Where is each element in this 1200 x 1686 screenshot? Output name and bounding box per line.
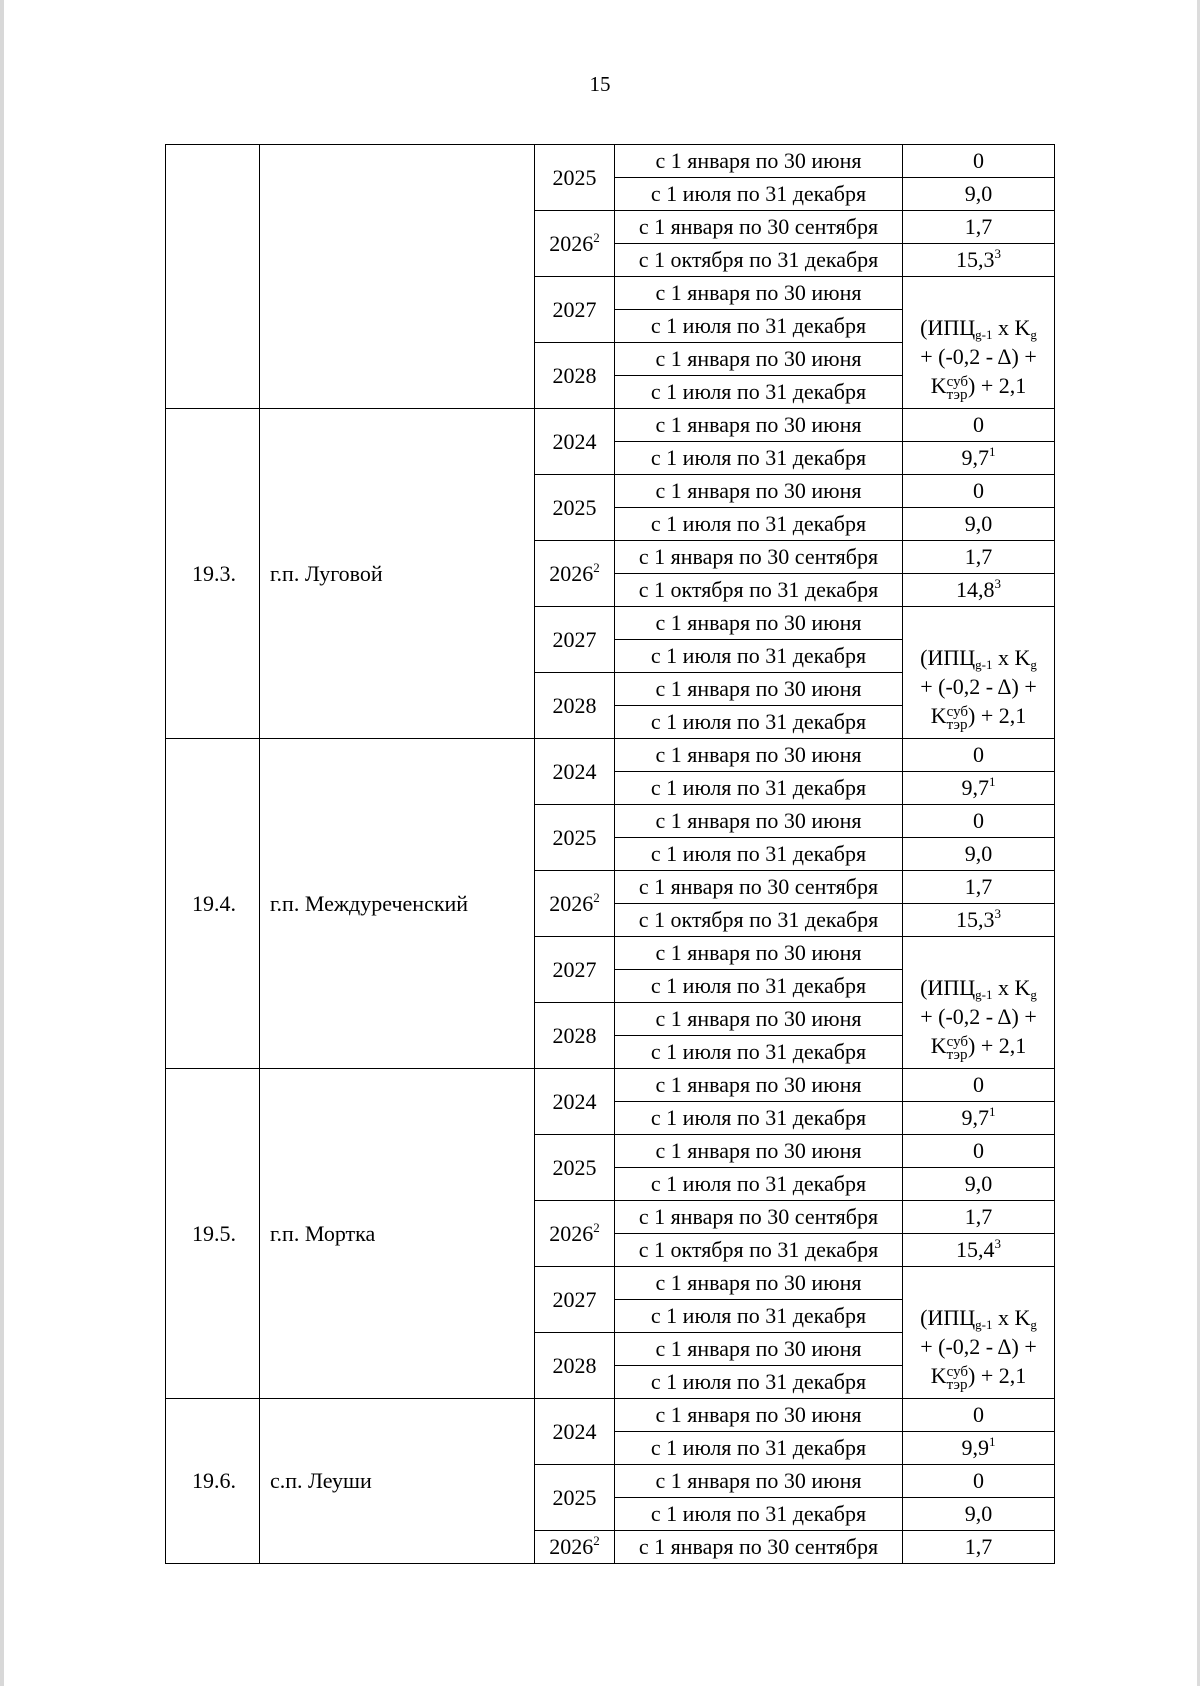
formula-subscript: тэр <box>946 717 968 733</box>
year-cell <box>535 607 615 673</box>
table-row <box>166 1399 1055 1432</box>
period-cell: с 1 января по 30 июня <box>615 1003 903 1036</box>
value-cell <box>903 1531 1055 1564</box>
year-value: 2025 <box>552 164 597 190</box>
value-cell <box>903 772 1055 805</box>
value-cell <box>903 1399 1055 1432</box>
value-cell <box>903 1465 1055 1498</box>
value-text: 15,3 <box>956 247 995 272</box>
formula-line <box>903 701 1054 732</box>
period-cell: с 1 января по 30 июня <box>615 1069 903 1102</box>
year-cell <box>535 1135 615 1201</box>
year-value: 2027 <box>552 626 597 652</box>
period-cell: с 1 января по 30 июня <box>615 937 903 970</box>
year-cell <box>535 145 615 211</box>
value-cell <box>903 805 1055 838</box>
year-cell <box>535 871 615 937</box>
value-text: 9,0 <box>964 841 993 866</box>
formula-text: x K <box>992 1305 1031 1330</box>
period-cell: с 1 января по 30 июня <box>615 1135 903 1168</box>
value-text: 1,7 <box>964 1534 993 1559</box>
period-cell: с 1 октября по 31 декабря <box>615 904 903 937</box>
superscript: 2 <box>593 559 600 575</box>
formula-subscript: g <box>1030 327 1037 342</box>
item-number: 19.3. <box>166 409 260 739</box>
formula-text: (ИПЦ <box>920 315 976 340</box>
year-cell <box>535 805 615 871</box>
period-cell: с 1 января по 30 июня <box>615 343 903 376</box>
formula-supsub <box>947 376 968 402</box>
formula-line <box>903 643 1054 672</box>
formula-line: + (-0,2 - Δ) + <box>920 1004 1037 1029</box>
superscript: 3 <box>994 906 1001 921</box>
period-cell: с 1 июля по 31 декабря <box>615 376 903 409</box>
superscript: 1 <box>989 1104 996 1119</box>
year-cell <box>535 1465 615 1531</box>
settlement-name <box>260 145 535 409</box>
value-text: 9,7 <box>961 1105 989 1130</box>
year-value: 2024 <box>552 428 597 454</box>
year-cell <box>535 409 615 475</box>
period-cell: с 1 января по 30 июня <box>615 1399 903 1432</box>
year-value: 2024 <box>552 758 597 784</box>
year-value: 2027 <box>552 296 597 322</box>
page-number: 15 <box>589 72 611 96</box>
formula-text: K <box>930 1033 947 1058</box>
value-text: 9,0 <box>964 1171 993 1196</box>
period-cell: с 1 июля по 31 декабря <box>615 772 903 805</box>
formula-line <box>903 973 1054 1002</box>
period-cell: с 1 января по 30 сентября <box>615 211 903 244</box>
value-cell <box>903 739 1055 772</box>
value-cell <box>903 1168 1055 1201</box>
superscript: 2 <box>593 229 600 245</box>
formula-text: x K <box>992 645 1031 670</box>
settlement-name: с.п. Леуши <box>260 1399 535 1564</box>
formula-subscript: g <box>1030 987 1037 1002</box>
year-cell <box>535 475 615 541</box>
superscript: 1 <box>989 774 996 789</box>
value-text: 0 <box>973 1468 984 1493</box>
value-text: 9,0 <box>964 1501 993 1526</box>
formula-subscript: g <box>1030 1317 1037 1332</box>
year-cell <box>535 1003 615 1069</box>
period-cell: с 1 июля по 31 декабря <box>615 838 903 871</box>
year-value: 2028 <box>552 1022 597 1048</box>
formula-superscript: суб <box>946 704 969 720</box>
year-value: 2028 <box>552 362 597 388</box>
year-cell <box>535 1201 615 1267</box>
value-cell <box>903 904 1055 937</box>
formula-line <box>903 1361 1054 1392</box>
value-text: 1,7 <box>964 874 993 899</box>
value-text: 1,7 <box>964 214 993 239</box>
formula-line <box>903 1031 1054 1062</box>
year-value: 2027 <box>552 1286 597 1312</box>
value-text: 0 <box>973 148 984 173</box>
year-cell <box>535 673 615 739</box>
formula-superscript: суб <box>946 1364 969 1380</box>
formula-subscript: тэр <box>946 387 968 403</box>
value-cell <box>903 475 1055 508</box>
period-cell: с 1 июля по 31 декабря <box>615 1036 903 1069</box>
period-cell: с 1 июля по 31 декабря <box>615 640 903 673</box>
period-cell: с 1 января по 30 сентября <box>615 1531 903 1564</box>
period-cell: с 1 июля по 31 декабря <box>615 508 903 541</box>
period-cell: с 1 июля по 31 декабря <box>615 1102 903 1135</box>
value-text: 9,9 <box>961 1435 989 1460</box>
value-cell <box>903 1201 1055 1234</box>
value-text: 1,7 <box>964 1204 993 1229</box>
year-cell <box>535 1267 615 1333</box>
formula-subscript: g-1 <box>975 987 993 1002</box>
formula-subscript: g-1 <box>975 327 993 342</box>
formula-line <box>903 313 1054 342</box>
value-text: 0 <box>973 808 984 833</box>
formula-cell <box>903 277 1055 409</box>
year-value: 2026 <box>549 230 594 256</box>
value-text: 0 <box>973 742 984 767</box>
year-cell <box>535 277 615 343</box>
period-cell: с 1 июля по 31 декабря <box>615 1168 903 1201</box>
year-value: 2025 <box>552 1484 597 1510</box>
year-cell <box>535 739 615 805</box>
value-text: 15,4 <box>956 1237 995 1262</box>
table-row <box>166 1069 1055 1102</box>
period-cell: с 1 января по 30 июня <box>615 475 903 508</box>
year-cell <box>535 1333 615 1399</box>
period-cell: с 1 октября по 31 декабря <box>615 1234 903 1267</box>
formula-line <box>903 371 1054 402</box>
period-cell: с 1 января по 30 июня <box>615 805 903 838</box>
period-cell: с 1 января по 30 июня <box>615 607 903 640</box>
period-cell: с 1 января по 30 июня <box>615 1333 903 1366</box>
settlement-name: г.п. Междуреченский <box>260 739 535 1069</box>
formula-cell <box>903 937 1055 1069</box>
value-text: 1,7 <box>964 544 993 569</box>
value-text: 9,7 <box>961 775 989 800</box>
year-value: 2025 <box>552 824 597 850</box>
period-cell: с 1 июля по 31 декабря <box>615 706 903 739</box>
formula-supsub <box>947 1036 968 1062</box>
item-number: 19.6. <box>166 1399 260 1564</box>
value-cell <box>903 1069 1055 1102</box>
value-cell <box>903 409 1055 442</box>
formula-subscript: g-1 <box>975 657 993 672</box>
year-value: 2024 <box>552 1088 597 1114</box>
period-cell: с 1 июля по 31 декабря <box>615 1366 903 1399</box>
year-value: 2027 <box>552 956 597 982</box>
settlement-name: г.п. Луговой <box>260 409 535 739</box>
period-cell: с 1 октября по 31 декабря <box>615 574 903 607</box>
year-value: 2026 <box>549 1220 594 1246</box>
superscript: 2 <box>593 1219 600 1235</box>
table-row <box>166 145 1055 178</box>
value-cell <box>903 211 1055 244</box>
value-cell <box>903 244 1055 277</box>
superscript: 2 <box>593 1533 600 1548</box>
period-cell: с 1 июля по 31 декабря <box>615 310 903 343</box>
value-text: 9,0 <box>964 181 993 206</box>
superscript: 3 <box>994 576 1001 591</box>
value-text: 15,3 <box>956 907 995 932</box>
year-cell <box>535 1531 615 1564</box>
period-cell: с 1 января по 30 июня <box>615 673 903 706</box>
value-cell <box>903 871 1055 904</box>
value-text: 0 <box>973 478 984 503</box>
value-cell <box>903 574 1055 607</box>
tariff-table <box>165 144 1055 1564</box>
value-cell <box>903 1432 1055 1465</box>
superscript: 3 <box>994 246 1001 261</box>
formula-subscript: тэр <box>946 1377 968 1393</box>
period-cell: с 1 января по 30 июня <box>615 409 903 442</box>
formula-subscript: g-1 <box>975 1317 993 1332</box>
superscript: 1 <box>989 444 996 459</box>
period-cell: с 1 января по 30 сентября <box>615 871 903 904</box>
formula-superscript: суб <box>946 374 969 390</box>
year-value: 2024 <box>552 1418 597 1444</box>
year-value: 2026 <box>549 1534 594 1559</box>
year-value: 2028 <box>552 1352 597 1378</box>
value-cell <box>903 442 1055 475</box>
period-cell: с 1 июля по 31 декабря <box>615 1432 903 1465</box>
year-cell <box>535 937 615 1003</box>
year-value: 2028 <box>552 692 597 718</box>
formula-text: (ИПЦ <box>920 975 976 1000</box>
value-text: 0 <box>973 1072 984 1097</box>
period-cell: с 1 января по 30 июня <box>615 277 903 310</box>
period-cell: с 1 января по 30 июня <box>615 739 903 772</box>
period-cell: с 1 января по 30 июня <box>615 145 903 178</box>
superscript: 2 <box>593 889 600 905</box>
value-cell <box>903 1234 1055 1267</box>
value-cell <box>903 838 1055 871</box>
value-text: 9,7 <box>961 445 989 470</box>
value-text: 0 <box>973 412 984 437</box>
formula-text: x K <box>992 315 1031 340</box>
formula-text: ) + 2,1 <box>968 373 1027 398</box>
value-cell <box>903 178 1055 211</box>
value-cell <box>903 1135 1055 1168</box>
year-cell <box>535 541 615 607</box>
value-cell <box>903 1102 1055 1135</box>
formula-text: ) + 2,1 <box>968 1363 1027 1388</box>
value-cell <box>903 508 1055 541</box>
period-cell: с 1 октября по 31 декабря <box>615 244 903 277</box>
formula-superscript: суб <box>946 1034 969 1050</box>
period-cell: с 1 июля по 31 декабря <box>615 442 903 475</box>
year-cell <box>535 1069 615 1135</box>
superscript: 3 <box>994 1236 1001 1251</box>
value-cell <box>903 541 1055 574</box>
formula-text: K <box>930 703 947 728</box>
period-cell: с 1 июля по 31 декабря <box>615 178 903 211</box>
table-row <box>166 409 1055 442</box>
formula-supsub <box>947 706 968 732</box>
formula-text: x K <box>992 975 1031 1000</box>
period-cell: с 1 июля по 31 декабря <box>615 1498 903 1531</box>
value-cell <box>903 145 1055 178</box>
period-cell: с 1 июля по 31 декабря <box>615 970 903 1003</box>
year-cell <box>535 1399 615 1465</box>
year-value: 2026 <box>549 560 594 586</box>
formula-text: K <box>930 1363 947 1388</box>
formula-supsub <box>947 1366 968 1392</box>
formula-line: + (-0,2 - Δ) + <box>920 344 1037 369</box>
value-text: 14,8 <box>956 577 995 602</box>
item-number: 19.5. <box>166 1069 260 1399</box>
formula-text: (ИПЦ <box>920 645 976 670</box>
settlement-name: г.п. Мортка <box>260 1069 535 1399</box>
value-text: 0 <box>973 1138 984 1163</box>
year-value: 2025 <box>552 494 597 520</box>
formula-text: (ИПЦ <box>920 1305 976 1330</box>
year-cell <box>535 343 615 409</box>
formula-line: + (-0,2 - Δ) + <box>920 674 1037 699</box>
formula-subscript: тэр <box>946 1047 968 1063</box>
formula-text: ) + 2,1 <box>968 703 1027 728</box>
period-cell: с 1 января по 30 сентября <box>615 1201 903 1234</box>
value-text: 0 <box>973 1402 984 1427</box>
item-number <box>166 145 260 409</box>
formula-subscript: g <box>1030 657 1037 672</box>
superscript: 1 <box>989 1434 996 1449</box>
value-text: 9,0 <box>964 511 993 536</box>
year-value: 2026 <box>549 890 594 916</box>
year-value: 2025 <box>552 1154 597 1180</box>
formula-text: K <box>930 373 947 398</box>
table-row <box>166 739 1055 772</box>
value-cell <box>903 1498 1055 1531</box>
period-cell: с 1 января по 30 сентября <box>615 541 903 574</box>
formula-cell <box>903 1267 1055 1399</box>
period-cell: с 1 июля по 31 декабря <box>615 1300 903 1333</box>
formula-cell <box>903 607 1055 739</box>
scan-edge-left <box>0 0 4 1686</box>
year-cell <box>535 211 615 277</box>
period-cell: с 1 января по 30 июня <box>615 1267 903 1300</box>
formula-text: ) + 2,1 <box>968 1033 1027 1058</box>
formula-line <box>903 1303 1054 1332</box>
period-cell: с 1 января по 30 июня <box>615 1465 903 1498</box>
item-number: 19.4. <box>166 739 260 1069</box>
formula-line: + (-0,2 - Δ) + <box>920 1334 1037 1359</box>
